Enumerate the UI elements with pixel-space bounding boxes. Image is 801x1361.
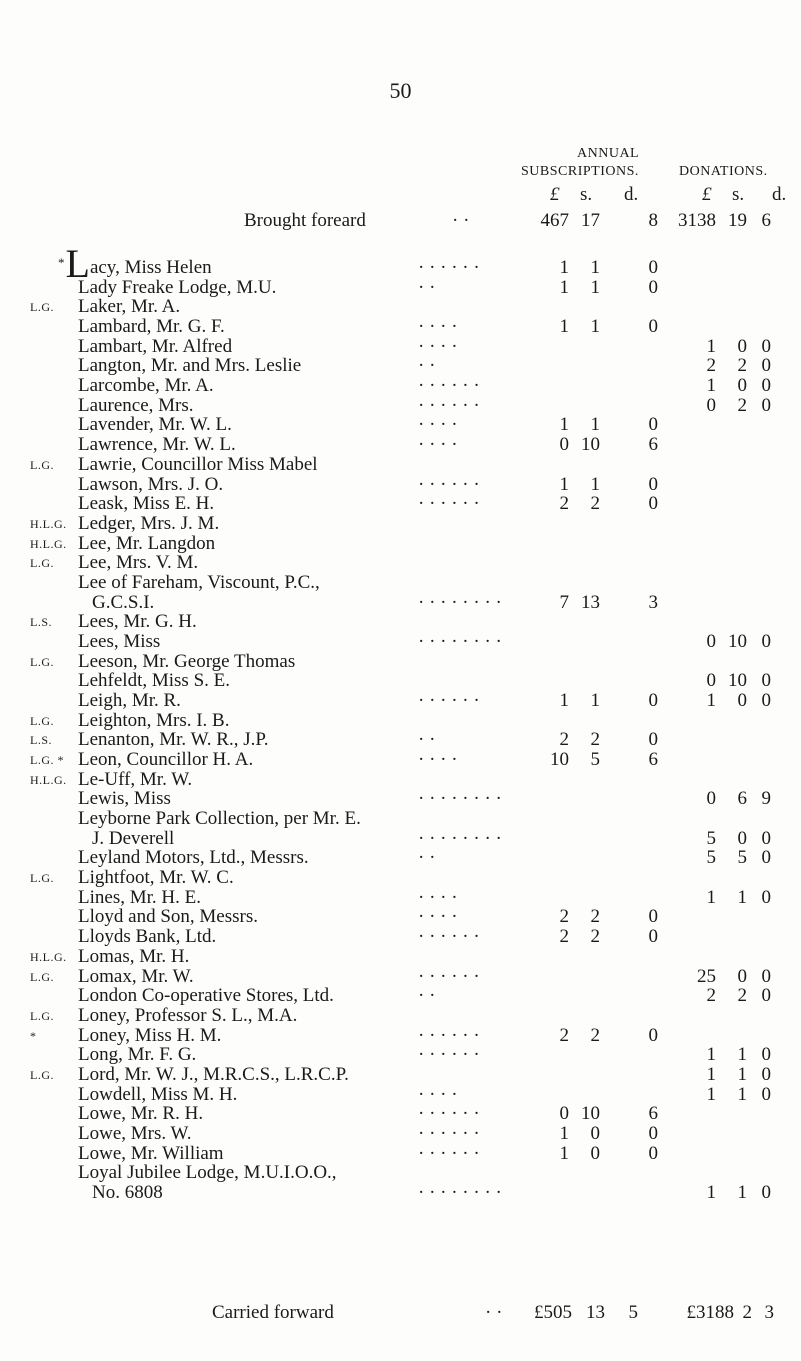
subscriber-name: Lewis, Miss <box>78 788 171 810</box>
don-pence: 0 <box>761 985 771 1007</box>
sub-pence: 0 <box>648 1122 658 1144</box>
sub-pence: 0 <box>648 926 658 948</box>
don-shilling-unit: s. <box>732 184 745 205</box>
leader-dots: · · · · · · <box>418 690 480 711</box>
sub-pounds-total: £505 <box>534 1302 572 1323</box>
leader-dots: · · · · <box>418 1083 458 1105</box>
subscriber-name: Lee, Mrs. V. M. <box>78 552 199 574</box>
sub-shillings: 0 <box>590 1142 600 1164</box>
subscriber-name: Lawson, Mrs. J. O. <box>78 473 224 495</box>
sub-pounds: 2 <box>559 1024 569 1046</box>
subscriber-name: Lloyd and Son, Messrs. <box>78 906 258 928</box>
don-pounds: 1 <box>706 335 716 357</box>
don-pence: 0 <box>761 886 771 908</box>
sub-pounds: 7 <box>559 591 569 613</box>
leader-dots: · · · · · · <box>418 965 480 987</box>
group-code: L.G. <box>30 457 54 472</box>
don-pence: 0 <box>761 630 771 652</box>
leader-dots: · · · · <box>418 414 458 436</box>
subscriber-name: Lawrie, Councillor Miss Mabel <box>78 453 318 475</box>
leader-dots: · · · · <box>418 316 458 337</box>
subscriber-name: Loyal Jubilee Lodge, M.U.I.O.O., <box>78 1162 337 1184</box>
sub-shilling-unit: s. <box>580 184 593 205</box>
group-code: L.G. <box>30 713 54 728</box>
group-code: H.L.G. <box>30 772 67 787</box>
don-pounds: 1 <box>706 1083 716 1105</box>
sub-pence-unit: d. <box>624 184 639 205</box>
sub-pounds: 1 <box>559 1122 569 1144</box>
sub-pence: 8 <box>648 210 658 231</box>
leader-dots: · · · · · · <box>418 1024 480 1046</box>
subscriber-name: *Lacy, Miss Helen <box>58 241 212 286</box>
don-pence: 0 <box>761 965 771 987</box>
sub-shillings: 2 <box>590 926 600 948</box>
leader-dots: · · <box>418 276 436 298</box>
subscriber-name: Le-Uff, Mr. W. <box>78 768 193 790</box>
sub-pounds: 2 <box>559 926 569 948</box>
subscriber-name: Lees, Miss <box>78 630 161 652</box>
don-shillings: 1 <box>737 886 747 908</box>
don-shillings: 2 <box>737 985 747 1007</box>
sub-pounds: 1 <box>559 257 569 278</box>
don-pounds: 0 <box>706 670 716 692</box>
leader-dots: · · · · · · <box>418 1044 480 1066</box>
don-shillings: 2 <box>737 394 747 416</box>
leader-dots: · · · · · · <box>418 257 480 278</box>
subscriber-name: Lines, Mr. H. E. <box>78 886 201 908</box>
don-pounds: 1 <box>706 690 716 711</box>
sub-pence: 6 <box>648 749 658 770</box>
sub-shillings: 0 <box>590 1122 600 1144</box>
group-code: L.S. <box>30 615 53 630</box>
leader-dots: · · · · <box>418 434 458 456</box>
leader-dots: · · · · · · <box>418 1122 480 1144</box>
subscriber-name: Lambart, Mr. Alfred <box>78 335 233 357</box>
don-pounds: 25 <box>697 965 716 987</box>
subscriber-name: J. Deverell <box>92 827 175 849</box>
sub-pounds: 2 <box>559 729 569 751</box>
leader-dots: · · <box>418 985 436 1007</box>
group-code: H.L.G. <box>30 516 67 531</box>
subscriber-name: Larcombe, Mr. A. <box>78 375 214 397</box>
sub-pence: 0 <box>648 276 658 298</box>
sub-pounds: 1 <box>559 276 569 298</box>
sub-shillings: 5 <box>590 749 600 770</box>
don-shillings: 0 <box>737 690 747 711</box>
subscriber-name: Lee, Mr. Langdon <box>78 532 216 554</box>
subscriber-name: Leask, Miss E. H. <box>78 493 215 515</box>
sub-pound-unit: £ <box>550 184 560 205</box>
subscriber-name: Lowe, Mrs. W. <box>78 1122 192 1144</box>
group-code: H.L.G. <box>30 536 67 551</box>
sub-pence: 0 <box>648 690 658 711</box>
don-pence-unit: d. <box>772 184 787 205</box>
group-code: L.G. <box>30 1008 54 1023</box>
leader-dots: · · · · <box>418 749 458 770</box>
sub-shillings-total: 13 <box>586 1302 605 1323</box>
sub-shillings: 1 <box>590 257 600 278</box>
don-pounds: 1 <box>706 1182 716 1203</box>
sub-pounds: 1 <box>559 316 569 337</box>
don-pence: 6 <box>761 210 771 231</box>
subscriber-name: London Co-operative Stores, Ltd. <box>78 985 334 1007</box>
sub-pence: 0 <box>648 729 658 751</box>
leader-dots: · · · · <box>418 906 458 928</box>
don-pounds: 2 <box>706 985 716 1007</box>
subscriber-name: Lowdell, Miss M. H. <box>78 1083 238 1105</box>
subscriber-name: Lomax, Mr. W. <box>78 965 194 987</box>
don-pounds: 1 <box>706 375 716 397</box>
sub-shillings: 2 <box>590 729 600 751</box>
subscriber-name: Lees, Mr. G. H. <box>78 611 197 633</box>
subscriber-name: Long, Mr. F. G. <box>78 1044 197 1066</box>
sub-pounds: 10 <box>550 749 569 770</box>
leader-dots: · · · · · · · · <box>418 788 502 810</box>
don-pounds: 2 <box>706 355 716 377</box>
don-shillings: 10 <box>728 670 747 692</box>
don-shillings: 1 <box>737 1044 747 1066</box>
group-code: L.G. * <box>30 753 64 767</box>
subscriber-name: Lee of Fareham, Viscount, P.C., <box>78 571 320 593</box>
leader-dots: · · · · · · <box>418 394 480 416</box>
subscriber-name: Lawrence, Mr. W. L. <box>78 434 236 456</box>
subscriber-name: Leyland Motors, Ltd., Messrs. <box>78 847 309 869</box>
subscriber-name: Lowe, Mr. R. H. <box>78 1103 204 1125</box>
subscriber-name: Lavender, Mr. W. L. <box>78 414 232 436</box>
sub-shillings: 2 <box>590 906 600 928</box>
don-pounds: 0 <box>706 788 716 810</box>
sub-shillings: 17 <box>581 210 600 231</box>
group-code: L.G. <box>30 871 54 886</box>
leader-dots: · · · · · · <box>418 375 480 397</box>
subscriber-name: Lehfeldt, Miss S. E. <box>78 670 230 692</box>
don-shillings: 0 <box>737 965 747 987</box>
leader-dots: · · · · · · <box>418 493 480 515</box>
don-pound-unit: £ <box>702 184 712 205</box>
subscriber-name: Leighton, Mrs. I. B. <box>78 709 230 731</box>
don-shillings-total: 2 <box>742 1302 752 1323</box>
don-shillings: 0 <box>737 827 747 849</box>
leader-dots: · · · · · · · · <box>418 591 502 613</box>
don-pounds: 5 <box>706 847 716 869</box>
sub-shillings: 2 <box>590 493 600 515</box>
subscriber-name: Lowe, Mr. William <box>78 1142 224 1164</box>
don-shillings: 10 <box>728 630 747 652</box>
don-pounds: 1 <box>706 1044 716 1066</box>
sub-pence: 0 <box>648 493 658 515</box>
annual-heading: ANNUAL <box>577 146 640 161</box>
sub-pence: 0 <box>648 473 658 495</box>
subscriptions-heading: SUBSCRIPTIONS. <box>521 164 639 179</box>
sub-pence: 3 <box>648 591 658 613</box>
don-pence-total: 3 <box>764 1302 774 1323</box>
don-pence: 0 <box>761 1044 771 1066</box>
sub-pounds: 2 <box>559 493 569 515</box>
subscriber-name: Leyborne Park Collection, per Mr. E. <box>78 808 361 829</box>
leader-dots: · · · · · · <box>418 1103 480 1125</box>
subscriber-name: Leon, Councillor H. A. <box>78 749 254 770</box>
sub-pounds: 1 <box>559 473 569 495</box>
subscriber-name: Lloyds Bank, Ltd. <box>78 926 217 948</box>
don-shillings: 1 <box>737 1063 747 1085</box>
brought-forward-label: Brought foreard <box>244 210 366 231</box>
sub-pence: 0 <box>648 1142 658 1164</box>
group-code: L.S. <box>30 733 53 748</box>
subscriber-name: Loney, Miss H. M. <box>78 1024 222 1046</box>
sub-pence: 0 <box>648 414 658 436</box>
subscriber-name: Leigh, Mr. R. <box>78 690 181 711</box>
sub-pounds: 2 <box>559 906 569 928</box>
sub-shillings: 1 <box>590 690 600 711</box>
carried-forward-label: Carried forward <box>212 1302 334 1323</box>
don-pounds: 0 <box>706 394 716 416</box>
don-pence: 0 <box>761 827 771 849</box>
don-pence: 0 <box>761 335 771 357</box>
list-item <box>0 1182 801 1206</box>
sub-shillings: 1 <box>590 414 600 436</box>
don-pence: 0 <box>761 1083 771 1105</box>
don-shillings: 1 <box>737 1083 747 1105</box>
subscriber-name: Laker, Mr. A. <box>78 296 181 318</box>
don-shillings: 0 <box>737 335 747 357</box>
leader-dots: · · <box>418 729 436 751</box>
group-code: H.L.G. <box>30 949 67 964</box>
don-pounds-total: £3188 <box>686 1302 734 1323</box>
leader-dots: · · · · <box>418 886 458 908</box>
carried-forward-row <box>0 1302 801 1326</box>
subscriber-name: Leeson, Mr. George Thomas <box>78 650 296 672</box>
sub-pence: 0 <box>648 257 658 278</box>
don-shillings: 0 <box>737 375 747 397</box>
subscriber-name: Lightfoot, Mr. W. C. <box>78 867 234 889</box>
subscriber-name: Langton, Mr. and Mrs. Leslie <box>78 355 302 377</box>
sub-shillings: 2 <box>590 1024 600 1046</box>
subscriber-name: Ledger, Mrs. J. M. <box>78 512 220 534</box>
sub-pounds: 1 <box>559 1142 569 1164</box>
don-shillings: 2 <box>737 355 747 377</box>
leader-dots: · · <box>485 1302 503 1323</box>
don-pence: 0 <box>761 394 771 416</box>
sub-pounds: 467 <box>540 210 569 231</box>
don-shillings: 6 <box>737 788 747 810</box>
sub-pounds: 1 <box>559 690 569 711</box>
sub-shillings: 1 <box>590 276 600 298</box>
subscriber-name: Lady Freake Lodge, M.U. <box>78 276 277 298</box>
subscriber-name: Laurence, Mrs. <box>78 394 194 416</box>
sub-pence: 6 <box>648 434 658 456</box>
sub-shillings: 1 <box>590 473 600 495</box>
group-code: * <box>30 1028 37 1043</box>
leader-dots: · · · · · · · · <box>418 1182 502 1203</box>
sub-shillings: 10 <box>581 434 600 456</box>
sub-shillings: 1 <box>590 316 600 337</box>
don-pounds: 0 <box>706 630 716 652</box>
leader-dots: · · <box>418 847 436 869</box>
subscriber-name: No. 6808 <box>92 1182 163 1203</box>
page-number: 50 <box>389 78 412 103</box>
donations-heading: DONATIONS. <box>679 164 768 179</box>
sub-pounds: 0 <box>559 1103 569 1125</box>
don-pounds: 5 <box>706 827 716 849</box>
subscriber-name: Lomas, Mr. H. <box>78 945 190 967</box>
leader-dots: · · · · · · <box>418 1142 480 1164</box>
subscriber-name: Lambard, Mr. G. F. <box>78 316 225 337</box>
subscriber-name: G.C.S.I. <box>92 591 155 613</box>
leader-dots: · · · · · · <box>418 926 480 948</box>
don-pounds: 1 <box>706 1063 716 1085</box>
leader-dots: · · <box>452 210 470 231</box>
sub-pounds: 0 <box>559 434 569 456</box>
leader-dots: · · · · <box>418 335 458 357</box>
group-code: L.G. <box>30 654 54 669</box>
group-code: L.G. <box>30 300 54 315</box>
don-pence: 0 <box>761 1182 771 1203</box>
sub-pence: 0 <box>648 906 658 928</box>
group-code: L.G. <box>30 556 54 571</box>
don-pounds: 3138 <box>678 210 716 231</box>
leader-dots: · · · · · · · · <box>418 630 502 652</box>
don-pence: 0 <box>761 847 771 869</box>
don-pounds: 1 <box>706 886 716 908</box>
sub-pounds: 1 <box>559 414 569 436</box>
don-pence: 0 <box>761 690 771 711</box>
don-pence: 9 <box>761 788 771 810</box>
sub-pence: 6 <box>648 1103 658 1125</box>
don-shillings: 19 <box>728 210 747 231</box>
brought-forward-row <box>0 210 801 234</box>
group-code: L.G. <box>30 1067 54 1082</box>
group-code: L.G. <box>30 969 54 984</box>
don-pence: 0 <box>761 355 771 377</box>
don-shillings: 1 <box>737 1182 747 1203</box>
sub-pence: 0 <box>648 316 658 337</box>
don-pence: 0 <box>761 670 771 692</box>
subscriber-name: Lord, Mr. W. J., M.R.C.S., L.R.C.P. <box>78 1063 349 1085</box>
leader-dots: · · · · · · <box>418 473 480 495</box>
subscriber-name: Lenanton, Mr. W. R., J.P. <box>78 729 269 751</box>
don-shillings: 5 <box>737 847 747 869</box>
leader-dots: · · · · · · · · <box>418 827 502 849</box>
sub-pence: 0 <box>648 1024 658 1046</box>
subscriber-name: Loney, Professor S. L., M.A. <box>78 1004 298 1026</box>
don-pence: 0 <box>761 1063 771 1085</box>
sub-shillings: 13 <box>581 591 600 613</box>
sub-shillings: 10 <box>581 1103 600 1125</box>
leader-dots: · · <box>418 355 436 377</box>
sub-pence-total: 5 <box>628 1302 638 1323</box>
don-pence: 0 <box>761 375 771 397</box>
